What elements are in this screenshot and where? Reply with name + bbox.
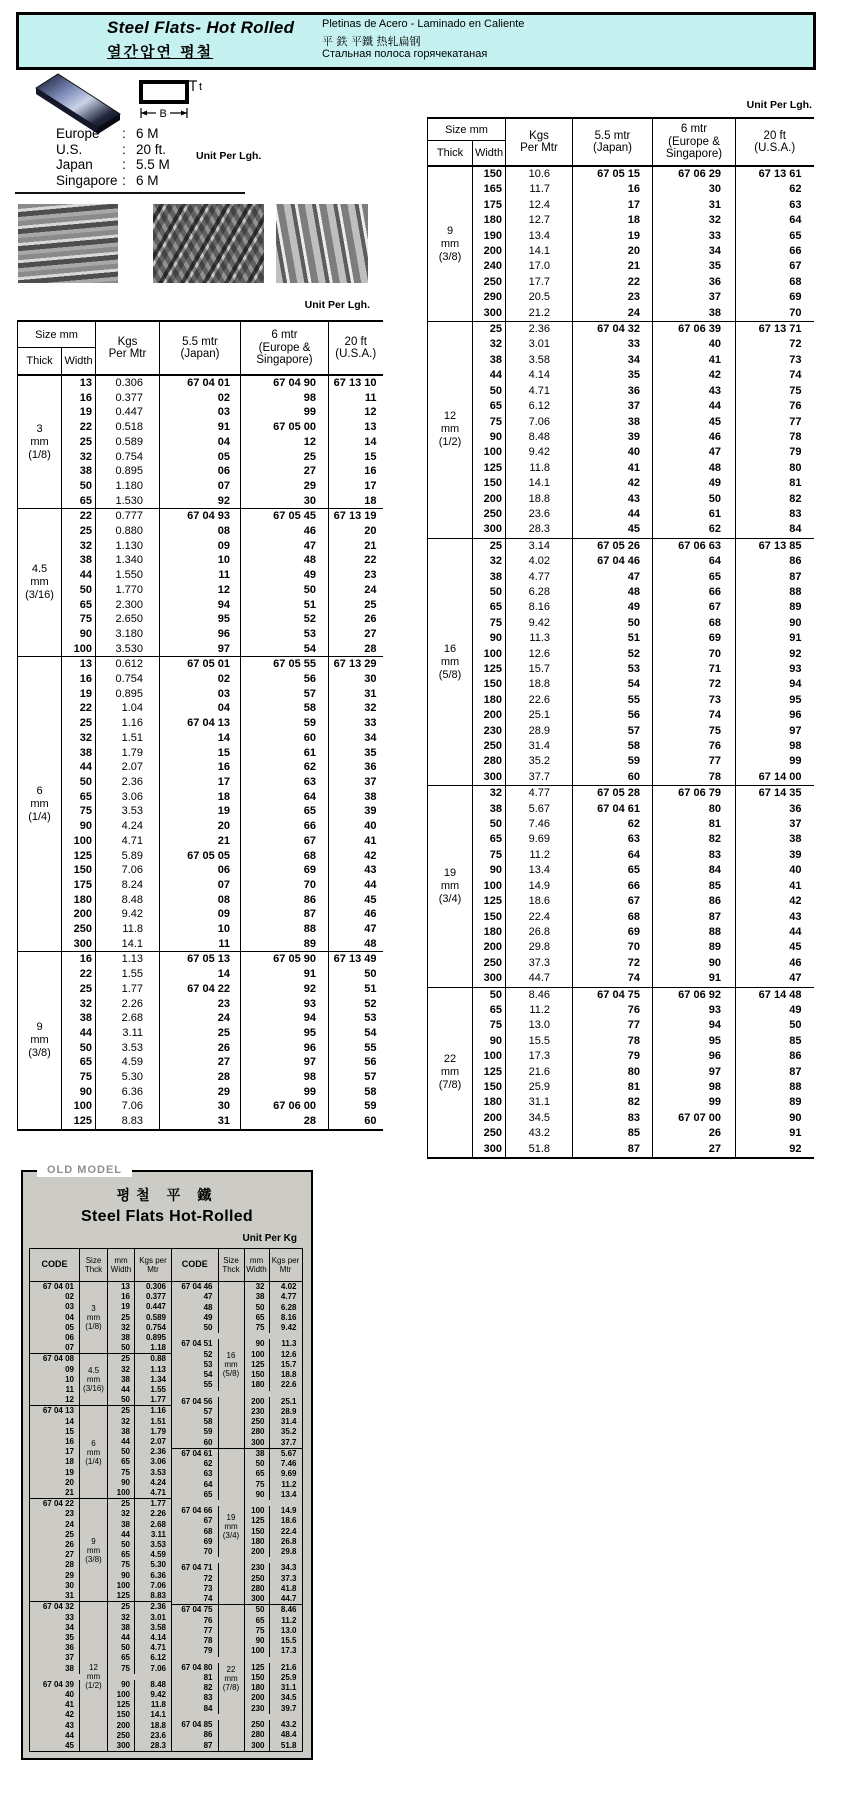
table-row: 59 280 35.2 xyxy=(172,1427,302,1437)
thickness-label-22mm: 22 mm (7/8) xyxy=(218,1605,244,1752)
table-row: 180 22.6 55 73 95 xyxy=(428,693,814,708)
unit-per-lgh-label-right-table: Unit Per Lgh. xyxy=(746,99,812,111)
table-row: 180 8.48 08 86 45 xyxy=(18,893,383,908)
table-row: 30 100 7.06 xyxy=(30,1581,172,1591)
table-row: 72 250 37.3 xyxy=(172,1574,302,1584)
table-row: 76 65 11.2 xyxy=(172,1616,302,1626)
table-row: 100 3.530 97 54 28 xyxy=(18,642,383,657)
table-row: 250 43.2 85 26 91 xyxy=(428,1126,814,1141)
table-row: 53 125 15.7 xyxy=(172,1360,302,1370)
table-row: 20 90 4.24 xyxy=(30,1478,172,1488)
table-row: 06 38 0.895 xyxy=(30,1333,172,1343)
table-row: 86 280 48.4 xyxy=(172,1730,302,1740)
table-row: 67 04 13 6 mm (1/4) 25 1.16 xyxy=(30,1406,172,1417)
table-row: 83 200 34.5 xyxy=(172,1693,302,1703)
table-row: 25 44 3.11 xyxy=(30,1530,172,1540)
table-row: 50 75 9.42 xyxy=(172,1323,302,1333)
table-row: 180 12.7 18 32 64 xyxy=(428,213,814,228)
table-row: 84 230 39.7 xyxy=(172,1704,302,1714)
table-row: 09 32 1.13 xyxy=(30,1365,172,1375)
header-6mtr-europe-singapore: 6 mtr (Europe & Singapore) xyxy=(653,118,736,166)
table-row: 16 0.754 02 56 30 xyxy=(18,672,383,687)
table-header xyxy=(18,321,383,375)
header-width: Width xyxy=(473,141,506,167)
table-row: 25 0.880 08 46 20 xyxy=(18,524,383,539)
table-row: 125 21.6 80 97 87 xyxy=(428,1065,814,1080)
old-model-panel xyxy=(21,1164,313,1760)
table-row: 90 3.180 96 53 27 xyxy=(18,627,383,642)
table-row: 200 29.8 70 89 45 xyxy=(428,940,814,955)
header-size-mm: Size mm xyxy=(428,118,506,141)
thickness-label-6mm: 6 mm (1/4) xyxy=(80,1406,108,1499)
table-row: 16 mm (5/8) 25 3.14 67 05 26 67 06 63 67 13 85 xyxy=(428,538,814,554)
table-row: 240 17.0 21 35 67 xyxy=(428,259,814,274)
table-row: 17 50 2.36 xyxy=(30,1447,172,1457)
header-20ft-usa: 20 ft (U.S.A.) xyxy=(754,129,796,154)
table-row: 75 5.30 28 98 57 xyxy=(18,1070,383,1085)
table-row: 03 19 0.447 xyxy=(30,1302,172,1312)
old-model-table xyxy=(29,1248,303,1752)
photo-steel-flats-closeup xyxy=(276,204,368,283)
table-row: 36 50 4.71 xyxy=(30,1643,172,1653)
table-row: 04 25 0.589 xyxy=(30,1313,172,1323)
table-row: 100 14.9 66 85 41 xyxy=(428,879,814,894)
table-row: 79 100 17.3 xyxy=(172,1646,302,1656)
table-row: 65 9.69 63 82 38 xyxy=(428,832,814,847)
photo-steel-flats-stack xyxy=(18,204,118,283)
table-row: 200 14.1 20 34 66 xyxy=(428,244,814,259)
table-row: 29 90 6.36 xyxy=(30,1571,172,1581)
table-row: 05 32 0.754 xyxy=(30,1323,172,1333)
table-row: 19 0.895 03 57 31 xyxy=(18,687,383,702)
table-row: 65 4.59 27 97 56 xyxy=(18,1055,383,1070)
thickness-label-4.5mm: 4.5 mm (3/16) xyxy=(18,509,62,657)
table-row: 9 mm (3/8) 150 10.6 67 05 15 67 06 29 67 13 61 xyxy=(428,166,814,182)
table-row: 74 300 44.7 xyxy=(172,1594,302,1605)
table-row: 33 32 3.01 xyxy=(30,1613,172,1623)
table-row: 19 mm (3/4) 32 4.77 67 05 28 67 06 79 67 14 35 xyxy=(428,786,814,802)
table-row: 67 04 85 250 43.2 xyxy=(172,1720,302,1730)
page-title-spanish: Pletinas de Acero - Laminado en Caliente xyxy=(322,18,525,30)
length-row-europe: Europe : 6 M xyxy=(56,126,159,141)
table-row: 150 14.1 42 49 81 xyxy=(428,476,814,491)
table-row: 3 mm (1/8) 13 0.306 67 04 01 67 04 90 67 13 10 xyxy=(18,375,383,391)
unit-per-lgh-label-left-table: Unit Per Lgh. xyxy=(304,299,370,311)
cross-section-diagram xyxy=(138,74,216,126)
table-row: 250 23.6 44 61 83 xyxy=(428,507,814,522)
table-row: 52 100 12.6 xyxy=(172,1350,302,1360)
thickness-label-19mm: 19 mm (3/4) xyxy=(218,1448,244,1605)
table-row: 47 38 4.77 xyxy=(172,1292,302,1302)
header-kgs-per-mtr: Kgs Per Mtr xyxy=(96,321,160,375)
table-row: 175 8.24 07 70 44 xyxy=(18,878,383,893)
table-row: 67 04 46 16 mm (5/8) 32 4.02 xyxy=(172,1282,302,1293)
header-6mtr-europe-singapore: 6 mtr (Europe & Singapore) xyxy=(241,321,329,375)
table-row: 10 38 1.34 xyxy=(30,1375,172,1385)
table-row: 75 2.650 95 52 26 xyxy=(18,612,383,627)
thickness-label-12mm: 12 mm (1/2) xyxy=(80,1602,108,1752)
table-row: 64 75 11.2 xyxy=(172,1480,302,1490)
header-55mtr-japan: 5.5 mtr (Japan) xyxy=(160,321,241,375)
table-row: 175 12.4 17 31 63 xyxy=(428,198,814,213)
table-row: 67 04 61 19 mm (3/4) 38 5.67 xyxy=(172,1448,302,1459)
table-row: 65 3.06 18 64 38 xyxy=(18,790,383,805)
thickness-label-9mm: 9 mm (3/8) xyxy=(18,952,62,1130)
table-row: 22 0.518 91 67 05 00 13 xyxy=(18,420,383,435)
thickness-label-16mm: 16 mm (5/8) xyxy=(428,538,473,786)
table-row: 90 11.3 51 69 91 xyxy=(428,631,814,646)
unit-per-lgh-label: Unit Per Lgh. xyxy=(196,150,262,162)
thickness-label-22mm: 22 mm (7/8) xyxy=(428,987,473,1158)
table-row: 200 9.42 09 87 46 xyxy=(18,907,383,922)
table-row: 125 15.7 53 71 93 xyxy=(428,662,814,677)
table-row: 67 04 75 22 mm (7/8) 50 8.46 xyxy=(172,1605,302,1616)
table-row: 50 1.180 07 29 17 xyxy=(18,479,383,494)
page-banner xyxy=(16,12,816,70)
table-row: 32 2.26 23 93 52 xyxy=(18,997,383,1012)
thickness-label-9mm: 9 mm (3/8) xyxy=(428,166,473,322)
table-row: 45 300 28.3 xyxy=(30,1741,172,1752)
table-row: 44 3.11 25 95 54 xyxy=(18,1026,383,1041)
table-row: 44 250 23.6 xyxy=(30,1731,172,1741)
table-row: 100 7.06 30 67 06 00 59 xyxy=(18,1099,383,1114)
table-row: 25 0.589 04 12 14 xyxy=(18,435,383,450)
table-row: 65 2.300 94 51 25 xyxy=(18,598,383,613)
table-row: 190 13.4 19 33 65 xyxy=(428,229,814,244)
table-row: 300 44.7 74 91 47 xyxy=(428,971,814,987)
price-table-right xyxy=(427,117,814,1159)
table-row: 12 50 1.77 xyxy=(30,1395,172,1406)
old-header-mm-width: mm Width xyxy=(108,1249,135,1282)
table-row: 300 37.7 60 78 67 14 00 xyxy=(428,770,814,786)
table-row: 67 04 80 125 21.6 xyxy=(172,1663,302,1673)
table-row: 19 0.447 03 99 12 xyxy=(18,405,383,420)
table-row: 67 125 18.6 xyxy=(172,1516,302,1526)
table-row: 165 11.7 16 30 62 xyxy=(428,182,814,197)
table-row: 25 1.16 67 04 13 59 33 xyxy=(18,716,383,731)
table-row: 67 04 22 9 mm (3/8) 25 1.77 xyxy=(30,1499,172,1510)
table-row: 4.5 mm (3/16) 22 0.777 67 04 93 67 05 45 67 13 19 xyxy=(18,509,383,524)
table-row: 82 180 31.1 xyxy=(172,1683,302,1693)
table-row: 27 65 4.59 xyxy=(30,1550,172,1560)
table-row: 290 20.5 23 37 69 xyxy=(428,290,814,305)
table-row: 57 230 28.9 xyxy=(172,1407,302,1417)
table-row: 50 2.36 17 63 37 xyxy=(18,775,383,790)
table-row: 90 6.36 29 99 58 xyxy=(18,1085,383,1100)
table-row: 11 44 1.55 xyxy=(30,1385,172,1395)
table-row: 100 12.6 52 70 92 xyxy=(428,647,814,662)
table-row: 62 50 7.46 xyxy=(172,1459,302,1469)
header-thick: Thick xyxy=(18,348,62,376)
table-row: 21 100 4.71 xyxy=(30,1488,172,1499)
old-header-kgs-per-mtr: Kgs per Mtr xyxy=(135,1249,172,1282)
t-dimension-label: t xyxy=(199,81,203,93)
table-row: 22 mm (7/8) 50 8.46 67 04 75 67 06 92 67 14 48 xyxy=(428,987,814,1003)
page-title: Steel Flats- Hot Rolled xyxy=(107,18,295,37)
unit-per-kg-label: Unit Per Kg xyxy=(242,1233,297,1244)
table-row: 48 50 6.28 xyxy=(172,1303,302,1313)
thickness-label-16mm: 16 mm (5/8) xyxy=(218,1282,244,1449)
table-row: 100 9.42 40 47 79 xyxy=(428,445,814,460)
table-row: 300 21.2 24 38 70 xyxy=(428,306,814,322)
table-row: 125 5.89 67 05 05 68 42 xyxy=(18,849,383,864)
table-row: 6 mm (1/4) 13 0.612 67 05 01 67 05 55 67 13 29 xyxy=(18,657,383,672)
table-row: 125 8.83 31 28 60 xyxy=(18,1114,383,1130)
old-model-title-cjk: 평철 平 鐵 xyxy=(116,1188,218,1204)
table-row: 150 22.4 68 87 43 xyxy=(428,910,814,925)
table-row: 75 7.06 38 45 77 xyxy=(428,415,814,430)
table-row: 68 150 22.4 xyxy=(172,1527,302,1537)
table-row: 32 1.130 09 47 21 xyxy=(18,539,383,554)
table-row: 50 7.46 62 81 37 xyxy=(428,817,814,832)
table-row: 28 75 5.30 xyxy=(30,1560,172,1570)
table-row: 07 50 1.18 xyxy=(30,1343,172,1354)
thickness-label-19mm: 19 mm (3/4) xyxy=(428,786,473,987)
table-row: 180 31.1 82 99 89 xyxy=(428,1095,814,1110)
table-row: 44 1.550 11 49 23 xyxy=(18,568,383,583)
table-row: 38 3.58 34 41 73 xyxy=(428,353,814,368)
table-row: 32 1.51 14 60 34 xyxy=(18,731,383,746)
table-row: 87 300 51.8 xyxy=(172,1740,302,1751)
table-row: 300 14.1 11 89 48 xyxy=(18,937,383,952)
table-row: 67 04 39 90 8.48 xyxy=(30,1680,172,1690)
table-row: 65 6.12 37 44 76 xyxy=(428,399,814,414)
table-row: 125 11.8 41 48 80 xyxy=(428,461,814,476)
thickness-label-9mm: 9 mm (3/8) xyxy=(80,1499,108,1602)
table-row: 02 16 0.377 xyxy=(30,1292,172,1302)
table-row: 230 28.9 57 75 97 xyxy=(428,724,814,739)
page-title-russian: Стальная полоса горячекатаная xyxy=(322,48,488,60)
table-row: 60 300 37.7 xyxy=(172,1438,302,1449)
table-row: 50 4.71 36 43 75 xyxy=(428,384,814,399)
table-row: 150 7.06 06 69 43 xyxy=(18,863,383,878)
table-row: 50 1.770 12 50 24 xyxy=(18,583,383,598)
table-row: 69 180 26.8 xyxy=(172,1537,302,1547)
table-row: 35 44 4.14 xyxy=(30,1633,172,1643)
table-row: 40 100 9.42 xyxy=(30,1690,172,1700)
table-row: 150 18.8 54 72 94 xyxy=(428,677,814,692)
table-row: 37 65 6.12 xyxy=(30,1653,172,1663)
table-row: 300 28.3 45 62 84 xyxy=(428,522,814,538)
table-row: 22 1.55 14 91 50 xyxy=(18,967,383,982)
table-row: 9 mm (3/8) 16 1.13 67 05 13 67 05 90 67 13 49 xyxy=(18,952,383,967)
length-row-singapore: Singapore : 6 M xyxy=(56,172,159,188)
table-row: 25 1.77 67 04 22 92 51 xyxy=(18,982,383,997)
thickness-label-12mm: 12 mm (1/2) xyxy=(428,322,473,539)
table-row: 90 15.5 78 95 85 xyxy=(428,1034,814,1049)
old-header-kgs-per-mtr: Kgs per Mtr xyxy=(269,1249,302,1282)
b-dimension-label: B xyxy=(159,108,167,120)
table-row: 26 50 3.53 xyxy=(30,1540,172,1550)
old-header-code: CODE xyxy=(30,1249,80,1282)
table-row: 65 8.16 49 67 89 xyxy=(428,600,814,615)
length-row-japan: Japan : 5.5 M xyxy=(56,157,170,172)
table-row: 75 9.42 50 68 90 xyxy=(428,616,814,631)
table-row: 100 17.3 79 96 86 xyxy=(428,1049,814,1064)
table-row: 81 150 25.9 xyxy=(172,1673,302,1683)
table-row: 50 6.28 48 66 88 xyxy=(428,585,814,600)
old-model-title: Steel Flats Hot-Rolled xyxy=(81,1208,253,1225)
table-row: 38 4.77 47 65 87 xyxy=(428,570,814,585)
table-header xyxy=(428,118,814,166)
table-row: 200 18.8 43 50 82 xyxy=(428,492,814,507)
table-row: 250 37.3 72 90 46 xyxy=(428,956,814,971)
old-model-table-left-half xyxy=(29,1248,172,1752)
table-row: 67 04 51 90 11.3 xyxy=(172,1339,302,1349)
old-model-tab: OLD MODEL xyxy=(37,1163,132,1177)
table-row: 50 3.53 26 96 55 xyxy=(18,1041,383,1056)
table-row: 67 04 71 230 34.3 xyxy=(172,1563,302,1573)
table-row: 34 38 3.58 xyxy=(30,1623,172,1633)
table-row: 19 75 3.53 xyxy=(30,1468,172,1478)
table-row: 77 75 13.0 xyxy=(172,1626,302,1636)
thickness-label-3mm: 3 mm (1/8) xyxy=(80,1282,108,1354)
header-20ft-usa: 20 ft (U.S.A.) xyxy=(335,335,377,360)
header-kgs-per-mtr: Kgs Per Mtr xyxy=(506,118,573,166)
table-row: 55 180 22.6 xyxy=(172,1380,302,1390)
table-row: 32 4.02 67 04 46 64 86 xyxy=(428,554,814,569)
table-row: 41 125 11.8 xyxy=(30,1700,172,1710)
table-row: 67 04 56 200 25.1 xyxy=(172,1397,302,1407)
table-row: 23 32 2.26 xyxy=(30,1509,172,1519)
table-row: 18 65 3.06 xyxy=(30,1457,172,1467)
table-row: 250 17.7 22 36 68 xyxy=(428,275,814,290)
table-row: 250 31.4 58 76 98 xyxy=(428,739,814,754)
table-row: 180 26.8 69 88 44 xyxy=(428,925,814,940)
table-row: 63 65 9.69 xyxy=(172,1469,302,1479)
page-title-cjk: 平 鉄 平鐵 热轧扁钢 xyxy=(322,35,421,48)
table-row: 73 280 41.8 xyxy=(172,1584,302,1594)
table-row: 65 11.2 76 93 49 xyxy=(428,1003,814,1018)
table-row: 44 4.14 35 42 74 xyxy=(428,368,814,383)
table-row: 38 0.895 06 27 16 xyxy=(18,464,383,479)
table-row: 32 3.01 33 40 72 xyxy=(428,337,814,352)
table-row: 70 200 29.8 xyxy=(172,1547,302,1557)
table-row: 58 250 31.4 xyxy=(172,1417,302,1427)
old-header-size-thck: Size Thck xyxy=(218,1249,244,1282)
thickness-label-6mm: 6 mm (1/4) xyxy=(18,657,62,952)
table-row: 90 13.4 65 84 40 xyxy=(428,863,814,878)
table-row: 67 04 32 12 mm (1/2) 25 2.36 xyxy=(30,1602,172,1613)
header-size-mm: Size mm xyxy=(18,321,96,348)
thickness-label-3mm: 3 mm (1/8) xyxy=(18,375,62,509)
table-row: 24 38 2.68 xyxy=(30,1520,172,1530)
table-row: 65 90 13.4 xyxy=(172,1490,302,1500)
table-row: 31 125 8.83 xyxy=(30,1591,172,1602)
table-row: 43 200 18.8 xyxy=(30,1721,172,1731)
length-row-us: U.S. : 20 ft. xyxy=(56,141,167,157)
standard-lengths-list xyxy=(56,126,170,188)
table-row: 67 04 01 3 mm (1/8) 13 0.306 xyxy=(30,1282,172,1293)
old-header-mm-width: mm Width xyxy=(244,1249,269,1282)
table-row: 54 150 18.8 xyxy=(172,1370,302,1380)
header-55mtr-japan: 5.5 mtr (Japan) xyxy=(573,118,653,166)
thickness-label-4.5mm: 4.5 mm (3/16) xyxy=(80,1354,108,1406)
table-row: 75 3.53 19 65 39 xyxy=(18,804,383,819)
old-header-size-thck: Size Thck xyxy=(80,1249,108,1282)
table-row: 12 mm (1/2) 25 2.36 67 04 32 67 06 39 67 13 71 xyxy=(428,322,814,338)
table-row: 16 0.377 02 98 11 xyxy=(18,391,383,406)
table-row: 100 4.71 21 67 41 xyxy=(18,834,383,849)
divider-line xyxy=(15,192,245,194)
table-row: 75 11.2 64 83 39 xyxy=(428,848,814,863)
header-thick: Thick xyxy=(428,141,473,167)
table-row: 67 04 08 4.5 mm (3/16) 25 0.88 xyxy=(30,1354,172,1365)
table-row: 300 51.8 87 27 92 xyxy=(428,1142,814,1158)
table-row: 38 75 7.06 xyxy=(30,1664,172,1674)
page-title-korean: 열간압연 평철 xyxy=(107,43,214,61)
table-row: 90 4.24 20 66 40 xyxy=(18,819,383,834)
table-row: 90 8.48 39 46 78 xyxy=(428,430,814,445)
table-row: 75 13.0 77 94 50 xyxy=(428,1018,814,1033)
header-width: Width xyxy=(62,348,96,376)
steel-flat-bar-icon xyxy=(28,72,128,134)
table-row: 49 65 8.16 xyxy=(172,1313,302,1323)
table-row: 38 5.67 67 04 61 80 36 xyxy=(428,802,814,817)
price-table-left xyxy=(17,320,383,1131)
table-row: 15 38 1.79 xyxy=(30,1427,172,1437)
table-row: 22 1.04 04 58 32 xyxy=(18,701,383,716)
table-row: 150 25.9 81 98 88 xyxy=(428,1080,814,1095)
table-row: 200 25.1 56 74 96 xyxy=(428,708,814,723)
table-row: 44 2.07 16 62 36 xyxy=(18,760,383,775)
table-row: 42 150 14.1 xyxy=(30,1710,172,1720)
table-row: 280 35.2 59 77 99 xyxy=(428,754,814,769)
table-row: 38 2.68 24 94 53 xyxy=(18,1011,383,1026)
table-row: 125 18.6 67 86 42 xyxy=(428,894,814,909)
table-row: 38 1.79 15 61 35 xyxy=(18,746,383,761)
old-header-code: CODE xyxy=(172,1249,218,1282)
table-row: 14 32 1.51 xyxy=(30,1417,172,1427)
table-row: 16 44 2.07 xyxy=(30,1437,172,1447)
old-model-table-right-half xyxy=(172,1248,303,1752)
table-row: 78 90 15.5 xyxy=(172,1636,302,1646)
table-row: 65 1.530 92 30 18 xyxy=(18,494,383,509)
table-row: 250 11.8 10 88 47 xyxy=(18,922,383,937)
table-row: 67 04 66 100 14.9 xyxy=(172,1506,302,1516)
table-row: 200 34.5 83 67 07 00 90 xyxy=(428,1111,814,1126)
photo-steel-flats-scattered xyxy=(153,204,264,283)
table-row: 32 0.754 05 25 15 xyxy=(18,450,383,465)
table-row: 38 1.340 10 48 22 xyxy=(18,553,383,568)
